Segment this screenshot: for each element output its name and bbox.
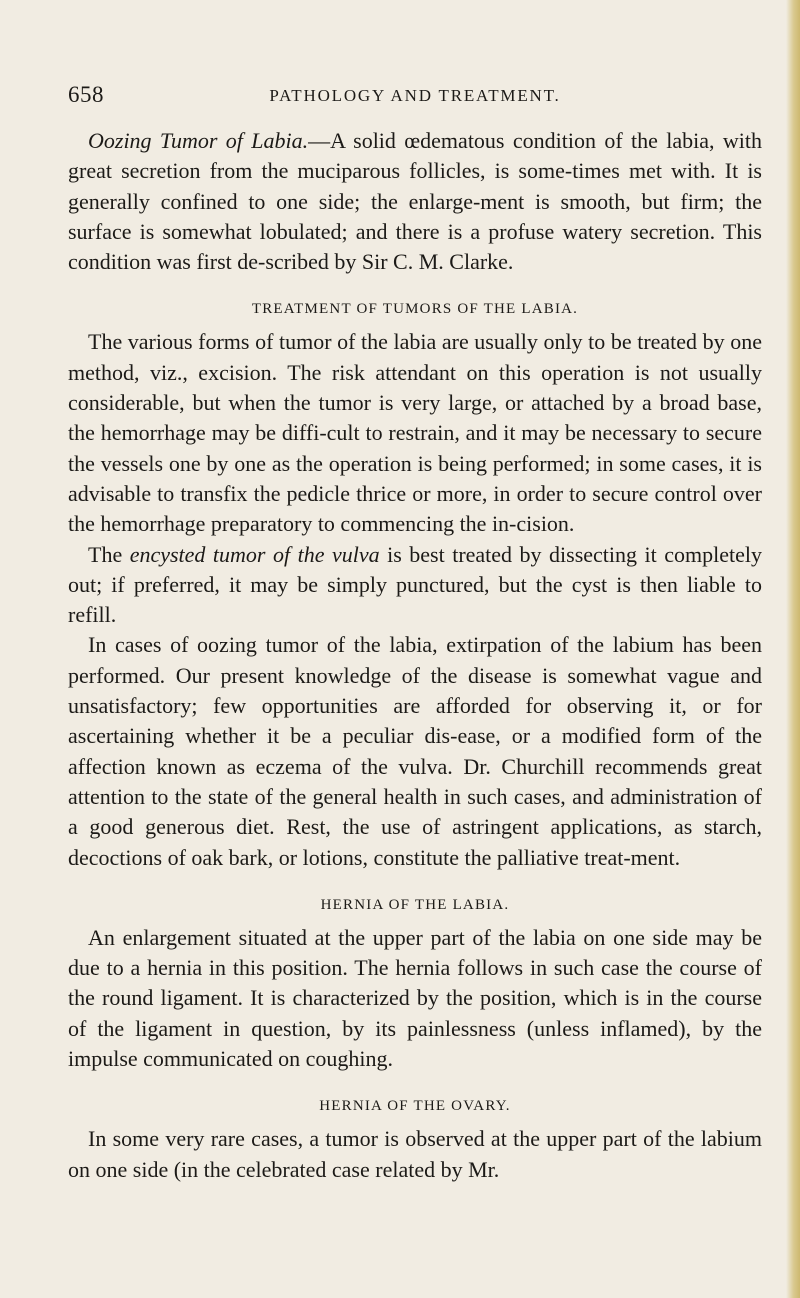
section-heading-hernia-ovary: HERNIA OF THE OVARY. [319,1098,511,1115]
paragraph-hernia-labia: An enlargement situated at the upper part of the labia on one side may be due to a hernia in this position. The hernia follows in such case the course of the round ligament. It is characterized by the position, which is in the course of the ligament in question, by its painlessness (unless inflamed), by the impulse communicated on coughing. [68,924,762,1072]
paragraph-treatment-excision: The various forms of tumor of the labia are usually only to be treated by one method, viz., excision. The risk attendant on this operation is not usually considerable, but when the tumor is very large, or attached by a broad base, the hemorrhage may be diffi-cult to restrain, and it may be necessary to secure the vessels one by one as the operation is being performed; in some cases, it is advisable to transfix the pedicle thrice or more, in order to secure control over the hemorrhage preparatory to commencing the in-cision. [68,329,762,537]
paragraph-oozing-tumor [68,126,762,277]
paragraph-encysted-tumor-text: is best treated by dissecting it completely out; if preferred, it may be simply punctured, but the cyst is then liable to refill. [68,541,762,628]
paragraph-encysted-tumor [68,540,762,631]
book-page [68,82,762,1185]
page-number: 658 [68,82,104,107]
running-title: PATHOLOGY AND TREATMENT. [269,86,561,105]
section-heading-hernia-labia: HERNIA OF THE LABIA. [320,896,510,913]
paragraph-hernia-ovary: In some very rare cases, a tumor is observed at the upper part of the labium on one side (in the celebrated case related by Mr. [68,1126,762,1182]
paragraph-oozing-tumor-title: Oozing Tumor of Labia. [88,128,309,153]
paragraph-oozing-treatment: In cases of oozing tumor of the labia, extirpation of the labium has been performed. Our present knowledge of the disease is somewhat vague and unsatisfactory; few opportunities are afforded for observing it, or for ascertaining whether it be a peculiar dis-ease, or a modified form of the affection known as eczema of the vulva. Dr. Churchill recommends great attention to the state of the general health in such cases, and administration of a good generous diet. Rest, the use of astringent applications, as starch, decoctions of oak bark, or lotions, constitute the palliative treat-ment. [68,632,762,870]
section-heading-treatment: TREATMENT OF TUMORS OF THE LABIA. [251,301,579,318]
running-head [68,82,762,112]
paragraph-encysted-tumor-pre: The [88,541,130,567]
paragraph-encysted-tumor-term: encysted tumor of the vulva [129,541,380,567]
page-edge-shading [786,0,800,1298]
paragraph-oozing-tumor-text: —A solid œdematous condition of the labia, with great secretion from the muciparous follicles, is some-times met with. It is generally confined to one side; the enlarge-ment is smooth, but firm; the surface is somewhat lobulated; and there is a profuse watery secretion. This condition was first de-scribed by Sir C. M. Clarke. [68,128,762,275]
